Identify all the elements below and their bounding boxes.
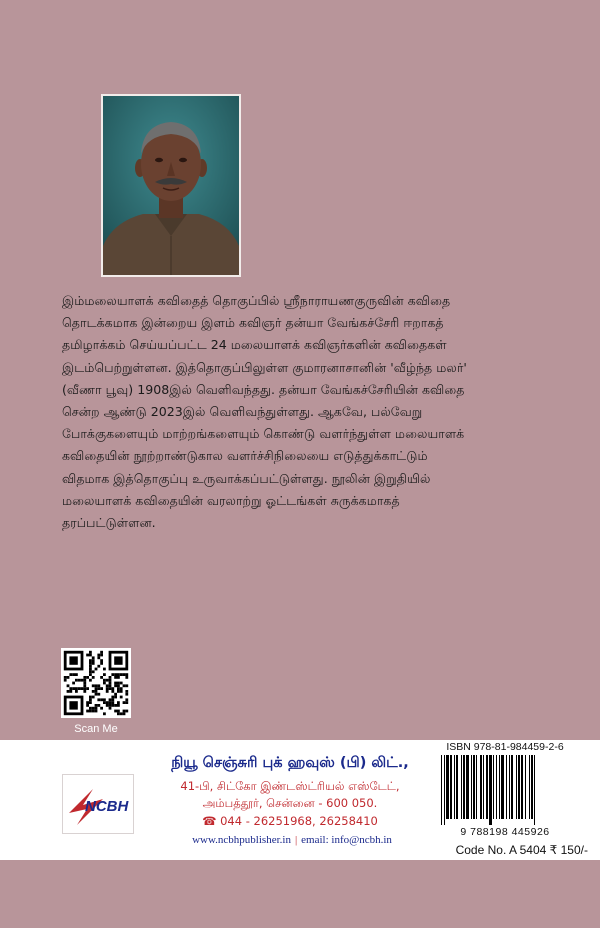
- barcode: [437, 755, 573, 825]
- publisher-phone: ☎ 044 - 26251968, 26258410: [202, 814, 378, 828]
- publisher-address-line-1: 41-பி, சிட்கோ இண்டஸ்ட்ரியல் எஸ்டேட்,: [180, 779, 400, 793]
- publisher-address-line-2: அம்பத்தூர், சென்னை - 600 050.: [202, 796, 378, 810]
- code-and-price: Code No. A 5404 ₹ 150/-: [455, 843, 588, 857]
- publisher-contact: [152, 834, 432, 846]
- barcode-number: 9 788198 445926: [460, 826, 550, 838]
- author-photo: [101, 94, 241, 277]
- ncbh-logo: [62, 774, 134, 834]
- back-cover-blurb: இம்மலையாளக் கவிதைத் தொகுப்பில் ஸ்ரீநாராயணகுருவின் கவிதை தொடக்கமாக இன்றைய இளம் கவிஞர் தன்யா வேங்கச்சேரி ஈறாகத் தமிழாக்கம் செய்யப்பட்ட 24 மலையாளக் கவிஞர்களின் கவிதைகள் இடம்பெற்றுள்ளன. இத்தொகுப்பிலுள்ள குமாரனாசானின் 'வீழ்ந்த மலர்' (வீணா பூவு) 1908இல் வெளிவந்தது. தன்யா வேங்கச்சேரியின் கவிதை சென்ற ஆண்டு 2023இல் வெளிவந்துள்ளது. ஆகவே, பல்வேறு போக்குகளையும் மாற்றங்களையும் கொண்டு வளர்ந்துள்ள மலையாளக் கவிதையின் நூற்றாண்டுகால வளர்ச்சிநிலையை எடுத்துக்காட்டும் விதமாக இத்தொகுப்பு உருவாக்கப்பட்டுள்ளது. நூலின் இறுதியில் மலையாளக் கவிதையின் வரலாற்று ஓட்டங்கள் சுருக்கமாகத் தரப்பட்டுள்ளன.: [62, 293, 467, 531]
- publisher-name: நியூ செஞ்சுரி புக் ஹவுஸ் (பி) லிட்.,: [171, 755, 409, 771]
- qr-code[interactable]: [61, 648, 131, 718]
- logo-text: NCBH: [85, 798, 129, 815]
- contact-separator: |: [294, 834, 298, 846]
- publisher-email[interactable]: email: info@ncbh.in: [301, 834, 392, 846]
- qr-caption: Scan Me: [74, 723, 118, 735]
- publisher-website[interactable]: www.ncbhpublisher.in: [192, 834, 291, 846]
- isbn-label: ISBN 978-81-984459-2-6: [446, 741, 564, 753]
